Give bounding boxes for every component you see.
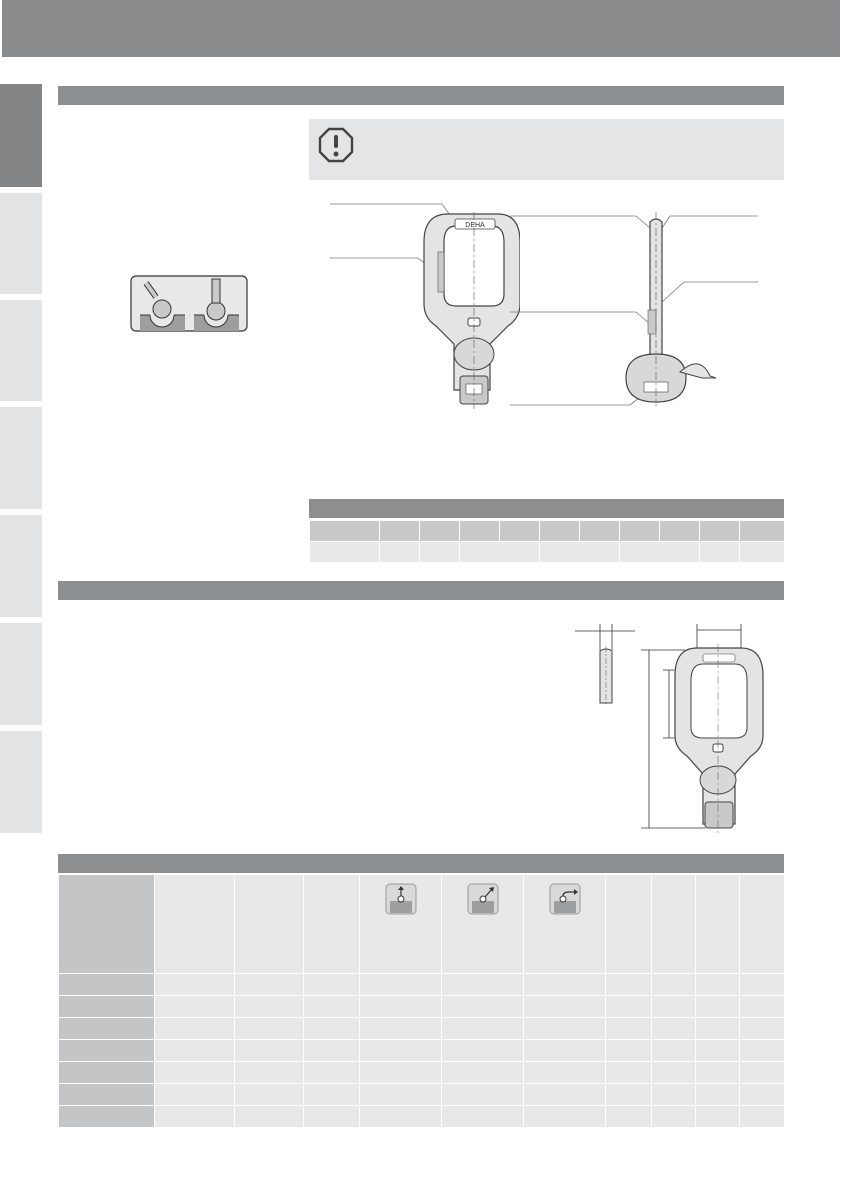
section-band-2 <box>58 581 784 600</box>
table-cell <box>740 521 785 542</box>
header-bar <box>2 0 840 57</box>
table-cell <box>700 542 740 563</box>
table-cell <box>460 521 500 542</box>
table-header-cell <box>59 875 155 974</box>
technical-data-table <box>58 874 785 1128</box>
chapter-tab-1[interactable] <box>0 84 42 187</box>
chapter-tab-7[interactable] <box>0 731 42 833</box>
exclamation-warning-icon <box>318 127 354 163</box>
table-row <box>59 1040 785 1062</box>
table-header-cell <box>235 875 304 974</box>
table-cell <box>380 542 420 563</box>
table-row <box>310 542 785 563</box>
table-row <box>59 1084 785 1106</box>
table-header-cell <box>360 875 442 974</box>
lifting-clutch-front-view <box>330 196 520 411</box>
chapter-tab-6[interactable] <box>0 623 42 725</box>
table-cell <box>620 521 660 542</box>
table-cell <box>620 542 700 563</box>
lifting-clutch-side-view <box>510 206 760 411</box>
chapter-tab-3[interactable] <box>0 300 42 401</box>
table-title-band <box>309 499 784 518</box>
anchor-installation-diagram <box>130 275 248 332</box>
table-header-cell <box>740 875 785 974</box>
table-row <box>59 974 785 996</box>
table-cell <box>580 521 620 542</box>
table-cell <box>500 521 540 542</box>
chapter-tab-4[interactable] <box>0 407 42 509</box>
table-cell <box>540 542 620 563</box>
table-cell <box>310 542 380 563</box>
table-header-row <box>59 875 785 974</box>
warning-box <box>309 119 784 180</box>
deha-logo-text: DEHA <box>465 222 485 229</box>
section-band-1 <box>58 86 784 105</box>
table-header-cell <box>652 875 696 974</box>
table-row <box>310 521 785 542</box>
table-cell <box>460 542 540 563</box>
table-row <box>59 996 785 1018</box>
load-class-table <box>309 520 785 563</box>
dimension-drawing <box>565 620 765 840</box>
table-cell <box>740 542 785 563</box>
chapter-tab-2[interactable] <box>0 193 42 294</box>
table-header-cell <box>524 875 606 974</box>
section-band-3 <box>58 854 784 873</box>
table-cell <box>540 521 580 542</box>
table-row <box>59 1106 785 1128</box>
table-row <box>59 1062 785 1084</box>
table-row <box>59 1018 785 1040</box>
table-header-cell <box>442 875 524 974</box>
table-cell <box>660 521 700 542</box>
table-header-cell <box>155 875 235 974</box>
table-header-cell <box>696 875 740 974</box>
table-cell <box>310 521 380 542</box>
lift-diagonal-icon <box>467 883 499 915</box>
table-cell <box>420 542 460 563</box>
table-cell <box>700 521 740 542</box>
table-cell <box>380 521 420 542</box>
chapter-tab-5[interactable] <box>0 515 42 617</box>
table-header-cell <box>606 875 652 974</box>
table-cell <box>420 521 460 542</box>
lift-vertical-icon <box>385 883 417 915</box>
table-header-cell <box>304 875 360 974</box>
lift-transverse-icon <box>549 883 581 915</box>
